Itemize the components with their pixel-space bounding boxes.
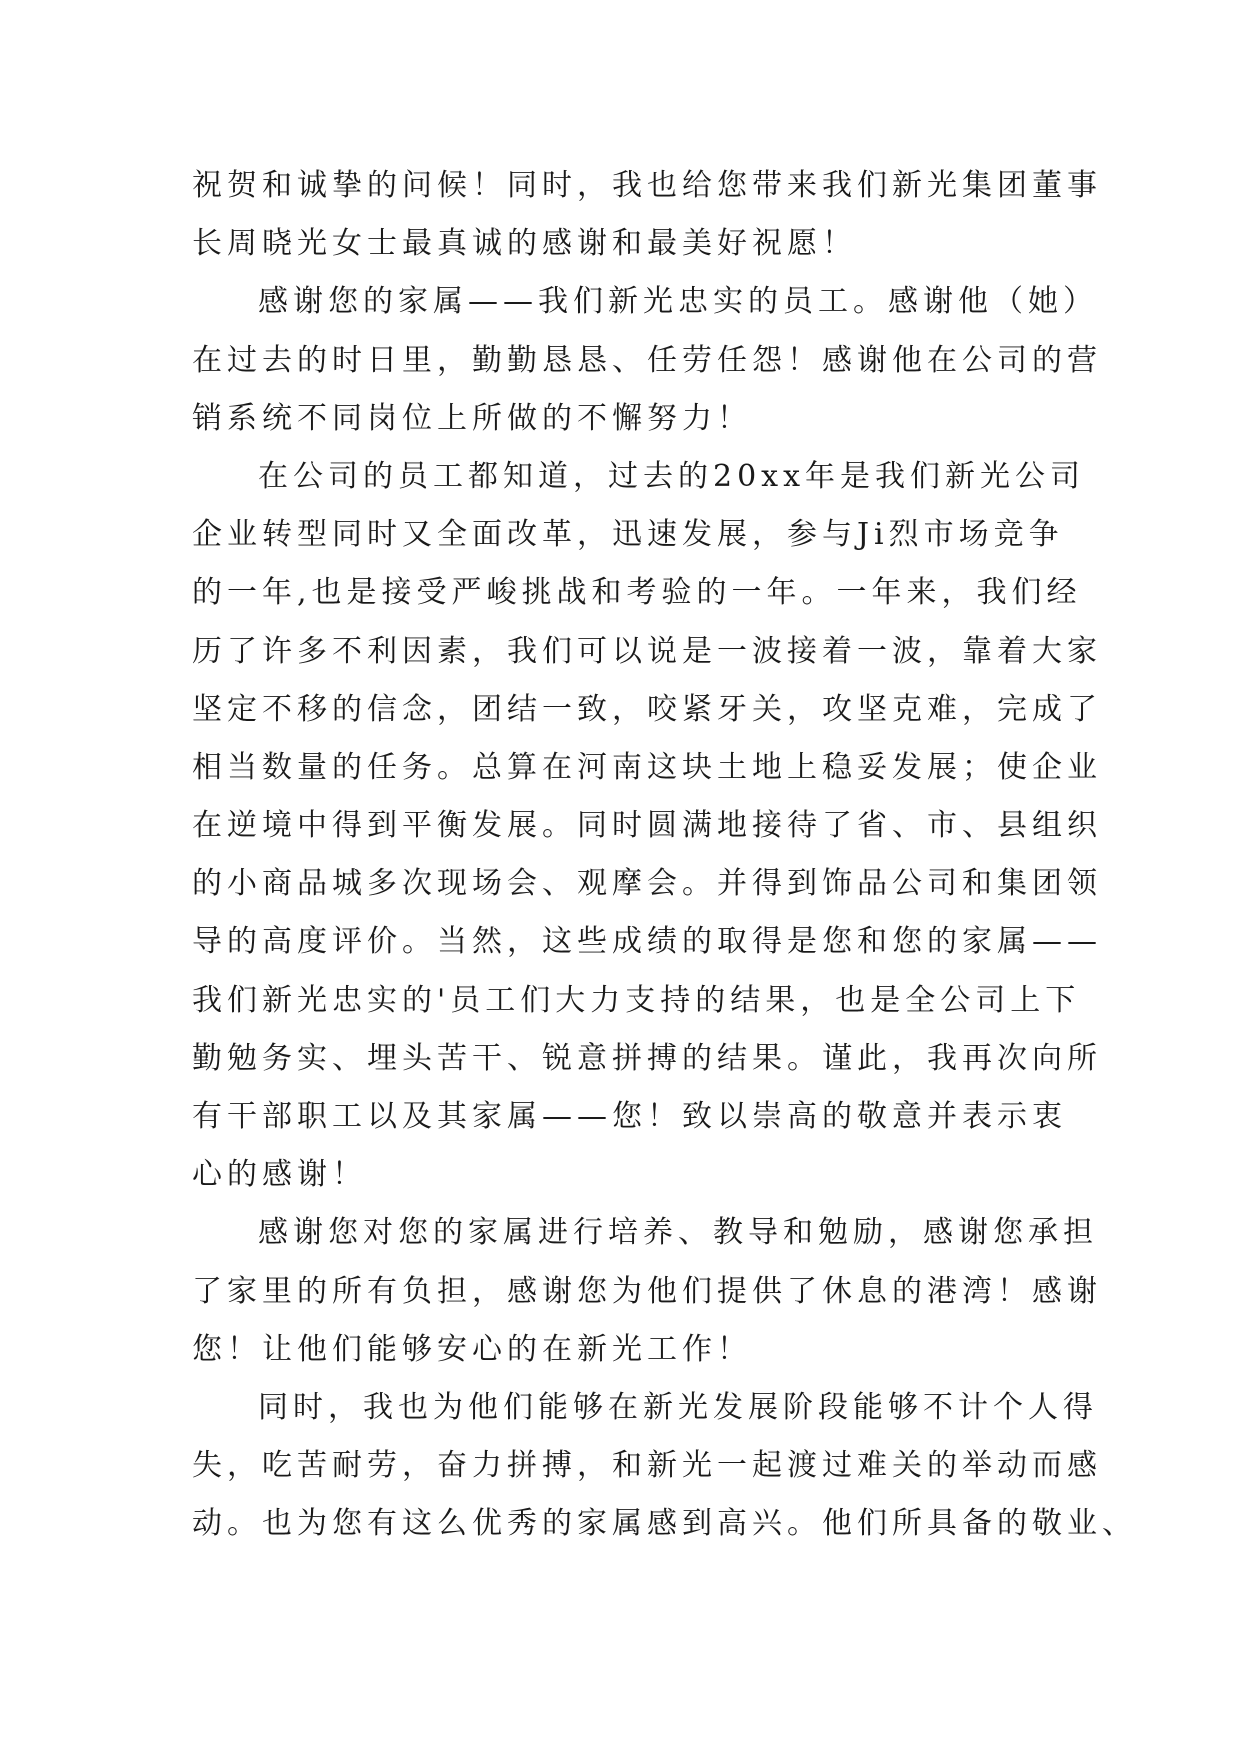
text-line: 历了许多不利因素，我们可以说是一波接着一波，靠着大家 <box>192 633 1102 669</box>
text-line: 您！让他们能够安心的在新光工作！ <box>192 1331 752 1367</box>
text-line: 在公司的员工都知道，过去的20xx年是我们新光公司 <box>258 458 1086 494</box>
text-line: 失，吃苦耐劳，奋力拼搏，和新光一起渡过难关的举动而感 <box>192 1448 1102 1484</box>
text-line: 勤勉务实、埋头苦干、锐意拼搏的结果。谨此，我再次向所 <box>192 1040 1102 1076</box>
text-line: 相当数量的任务。总算在河南这块土地上稳妥发展；使企业 <box>192 749 1102 785</box>
text-line: 感谢您对您的家属进行培养、教导和勉励，感谢您承担 <box>258 1215 1098 1251</box>
text-line: 动。也为您有这么优秀的家属感到高兴。他们所具备的敬业、 <box>192 1506 1137 1542</box>
text-line: 同时，我也为他们能够在新光发展阶段能够不计个人得 <box>258 1389 1098 1425</box>
text-line: 销系统不同岗位上所做的不懈努力！ <box>192 400 752 436</box>
text-line: 了家里的所有负担，感谢您为他们提供了休息的港湾！感谢 <box>192 1273 1102 1309</box>
text-line: 在过去的时日里，勤勤恳恳、任劳任怨！感谢他在公司的营 <box>192 342 1102 378</box>
document-body <box>192 157 1137 1554</box>
text-line: 导的高度评价。当然，这些成绩的取得是您和您的家属—— <box>192 924 1102 960</box>
text-line: 长周晓光女士最真诚的感谢和最美好祝愿！ <box>192 226 857 262</box>
text-line: 感谢您的家属——我们新光忠实的员工。感谢他（她） <box>258 284 1098 320</box>
text-line: 的小商品城多次现场会、观摩会。并得到饰品公司和集团领 <box>192 866 1102 902</box>
text-line: 坚定不移的信念，团结一致，咬紧牙关，攻坚克难，完成了 <box>192 691 1102 727</box>
text-line: 的一年,也是接受严峻挑战和考验的一年。一年来，我们经 <box>192 575 1082 611</box>
text-line: 企业转型同时又全面改革，迅速发展，参与Ji烈市场竞争 <box>192 517 1064 553</box>
text-line: 祝贺和诚挚的问候！同时，我也给您带来我们新光集团董事 <box>192 168 1102 203</box>
text-line: 有干部职工以及其家属——您！致以崇高的敬意并表示衷 <box>192 1099 1067 1134</box>
text-line: 在逆境中得到平衡发展。同时圆满地接待了省、市、县组织 <box>192 808 1102 844</box>
text-line: 心的感谢！ <box>192 1157 367 1193</box>
text-line: 我们新光忠实的'员工们大力支持的结果，也是全公司上下 <box>192 982 1081 1018</box>
